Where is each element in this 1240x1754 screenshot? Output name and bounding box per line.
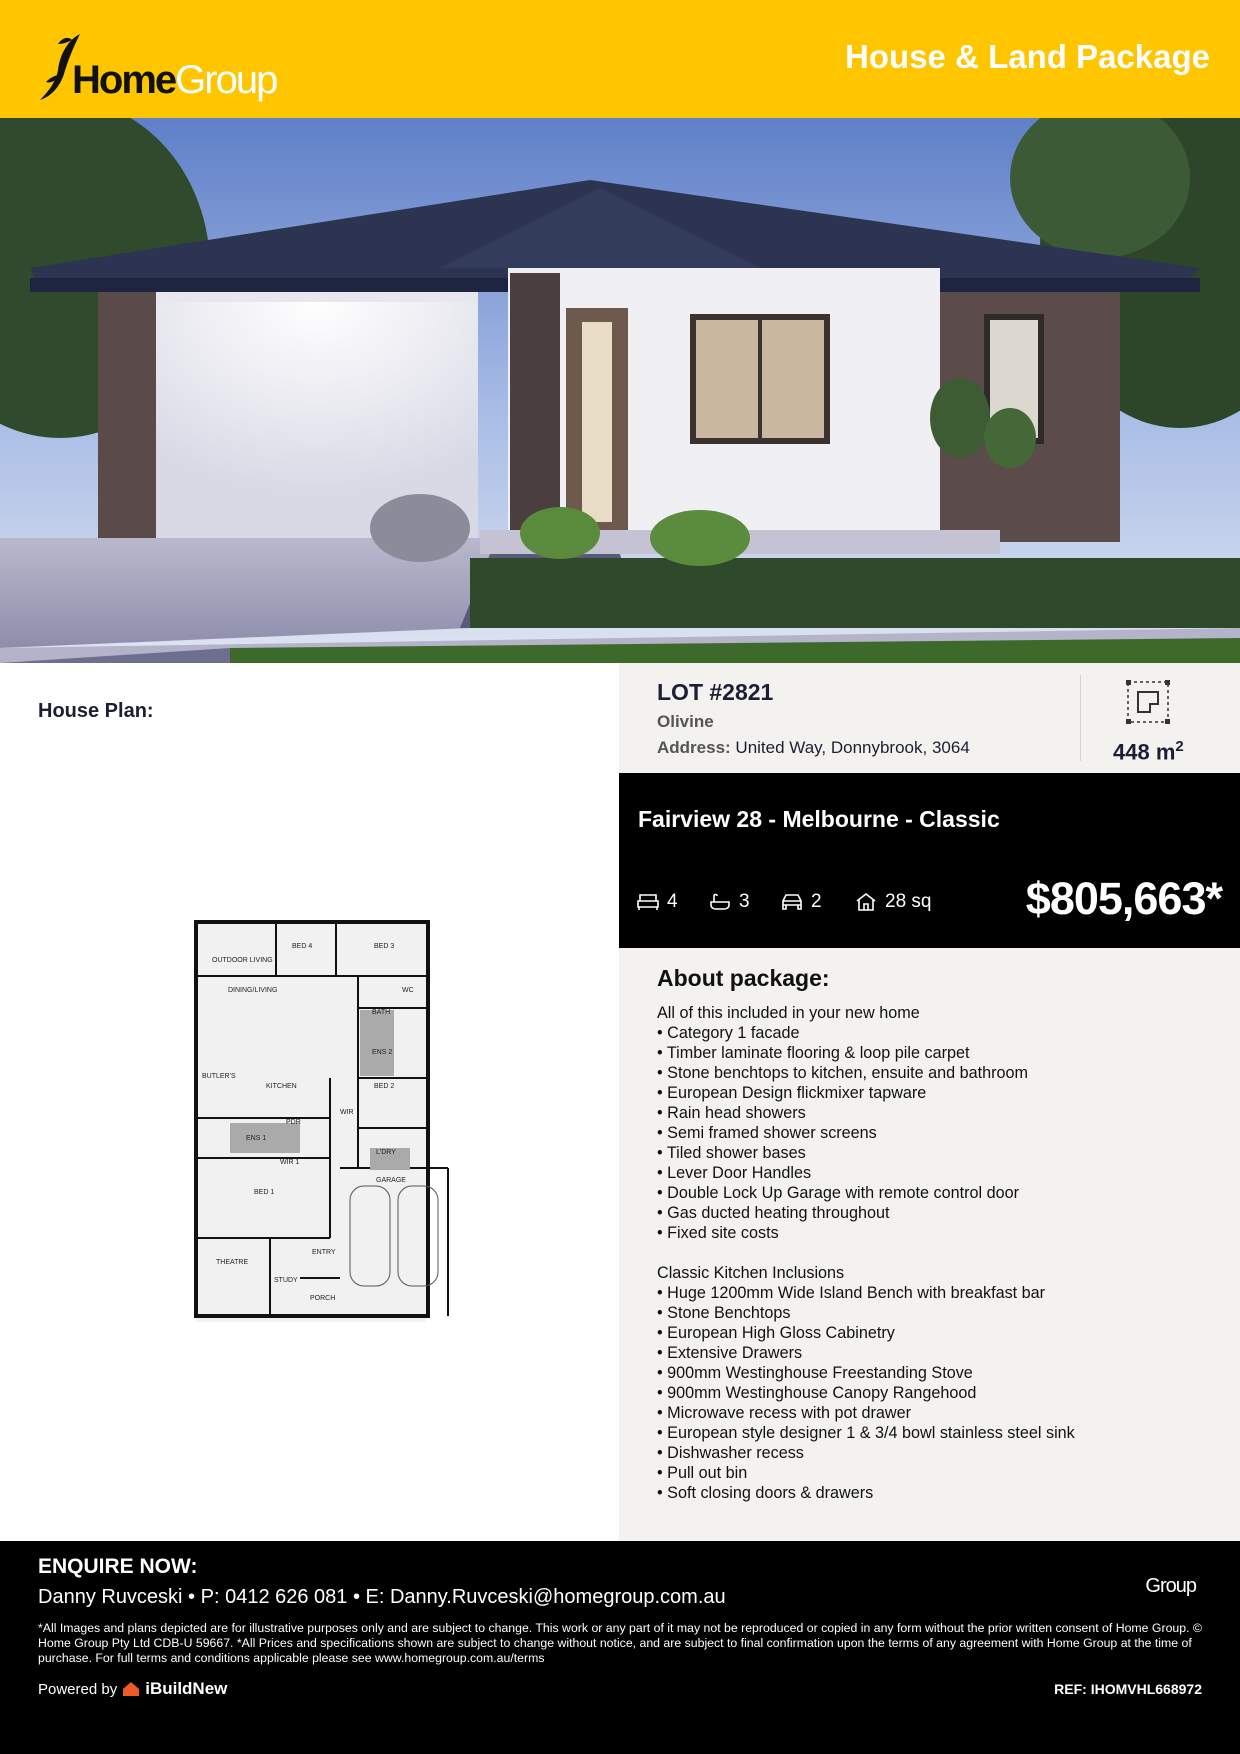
room-study-label: STUDY (274, 1277, 298, 1284)
baths-count: 3 (739, 891, 750, 912)
room-ens2-label: ENS 2 (372, 1049, 393, 1056)
feature-beds (637, 891, 678, 913)
room-dining-label: DINING/LIVING (228, 987, 278, 994)
room-wir-label: WIR (340, 1109, 354, 1116)
cars-count: 2 (811, 891, 822, 912)
inclusion-item: • Tiled shower bases (657, 1144, 806, 1162)
room-ldry-label: L'DRY (376, 1149, 396, 1156)
logo-wordmark (72, 58, 276, 103)
house-size-icon (855, 892, 877, 912)
about-title: About package: (657, 965, 830, 991)
design-name: Fairview 28 - Melbourne - Classic (638, 806, 1000, 832)
logo-home-text: Home (72, 58, 176, 102)
logo-group-text: Group (175, 58, 277, 102)
footer-group-logo: Group (1145, 1575, 1196, 1597)
land-size-value: 448 m (1113, 739, 1176, 765)
bath-icon (709, 892, 731, 912)
room-bed4-label: BED 4 (292, 943, 313, 950)
enquire-heading: ENQUIRE NOW: (38, 1555, 198, 1578)
room-ens1-label: ENS 1 (246, 1135, 267, 1142)
powered-by-label: Powered by (38, 1680, 118, 1698)
inclusion-item: • European style designer 1 & 3/4 bowl stainless steel sink (657, 1424, 1075, 1442)
agent-contact[interactable]: Danny Ruvceski • P: 0412 626 081 • E: Danny.Ruvceski@homegroup.com.au (38, 1586, 726, 1608)
inclusion-item: • Pull out bin (657, 1464, 748, 1482)
house-size: 28 sq (885, 891, 932, 912)
reference-code: REF: IHOMVHL668972 (1054, 1681, 1202, 1697)
inclusion-item: • 900mm Westinghouse Canopy Rangehood (657, 1384, 977, 1402)
inclusion-item: • Stone Benchtops (657, 1304, 791, 1322)
inclusion-item: • 900mm Westinghouse Freestanding Stove (657, 1364, 973, 1382)
room-garage-label: GARAGE (376, 1177, 406, 1184)
room-porch-label: PORCH (310, 1295, 336, 1302)
room-bed3-label: BED 3 (374, 943, 395, 950)
feature-baths (709, 891, 750, 913)
list-spacer (657, 1243, 1075, 1263)
address-label: Address: (657, 738, 731, 757)
header-title: House & Land Package (845, 38, 1210, 75)
car-icon (781, 892, 803, 912)
lot-divider (1080, 675, 1081, 761)
room-bed1-label: BED 1 (254, 1189, 275, 1196)
feature-size (855, 891, 931, 913)
lot-address (657, 738, 970, 758)
ibuildnew-brand: iBuildNew (145, 1679, 228, 1698)
inclusion-item: • Gas ducted heating throughout (657, 1204, 890, 1222)
inclusions-list (657, 1003, 1075, 1503)
package-price: $805,663* (1025, 873, 1222, 924)
header-bar (0, 0, 1240, 118)
inclusion-item: • Fixed site costs (657, 1224, 779, 1242)
inclusion-item: • Huge 1200mm Wide Island Bench with breakfast bar (657, 1284, 1046, 1302)
footer (0, 1541, 1240, 1754)
ibuildnew-house-icon (123, 1682, 139, 1696)
room-entry-label: ENTRY (312, 1249, 336, 1256)
inclusion-item: • Rain head showers (657, 1104, 806, 1122)
home-group-logo[interactable] (38, 30, 277, 106)
land-size-unit-sup: 2 (1175, 738, 1184, 755)
room-butlers-label: BUTLER'S (202, 1073, 236, 1080)
room-kitchen-label: KITCHEN (266, 1083, 297, 1090)
inclusion-item: • Timber laminate flooring & loop pile carpet (657, 1044, 970, 1062)
powered-by[interactable] (38, 1679, 227, 1699)
lot-number: LOT #2821 (657, 679, 774, 705)
inclusion-item: • Stone benchtops to kitchen, ensuite and bathroom (657, 1064, 1029, 1082)
inclusion-item: • Dishwasher recess (657, 1444, 804, 1462)
address-value: United Way, Donnybrook, 3064 (735, 738, 970, 757)
inclusion-item: • Soft closing doors & drawers (657, 1484, 874, 1502)
land-size-icon (1126, 680, 1170, 724)
room-wc-label: WC (402, 987, 414, 994)
room-pdr-label: PDR (286, 1119, 301, 1126)
about-package-panel (619, 948, 1240, 1541)
room-bed2-label: BED 2 (374, 1083, 395, 1090)
feature-cars (781, 891, 822, 913)
lot-info-panel (619, 663, 1240, 773)
land-size (1113, 738, 1184, 765)
package-summary-panel (619, 773, 1240, 948)
inclusion-item: • Category 1 facade (657, 1024, 800, 1042)
room-outdoor-label: OUTDOOR LIVING (212, 957, 273, 964)
estate-name: Olivine (657, 712, 714, 731)
inclusion-item: • Lever Door Handles (657, 1164, 812, 1182)
room-bath-label: BATH (372, 1009, 391, 1016)
inclusion-item: • European Design flickmixer tapware (657, 1084, 927, 1102)
beds-count: 4 (667, 891, 678, 912)
inclusion-item: All of this included in your new home (657, 1004, 920, 1022)
inclusion-item: • Microwave recess with pot drawer (657, 1404, 911, 1422)
inclusion-item: • Extensive Drawers (657, 1344, 803, 1362)
inclusion-item: Classic Kitchen Inclusions (657, 1264, 845, 1282)
inclusion-item: • Double Lock Up Garage with remote control door (657, 1184, 1019, 1202)
room-theatre-label: THEATRE (216, 1259, 249, 1266)
bed-icon (637, 892, 659, 912)
disclaimer-text: *All Images and plans depicted are for illustrative purposes only and are subject to change. This work or any part of it may not be reproduced or copied in any form without the prior written consent of Home Group. © Home Group Pty Ltd CDB-U 59667. *All Prices and specifications shown are subject to change without notice, and are subject to final confirmation upon the terms of any agreement with Home Group at the time of purchase. For full terms and conditions applicable please see www.homegroup.com.au/terms (38, 1621, 1202, 1665)
inclusion-item: • Semi framed shower screens (657, 1124, 877, 1142)
room-wir1-label: WIR 1 (280, 1159, 300, 1166)
floor-plan-drawing[interactable] (180, 918, 455, 1328)
inclusion-item: • European High Gloss Cabinetry (657, 1324, 895, 1342)
house-plan-label: House Plan: (38, 700, 154, 722)
house-facade-image (0, 118, 1240, 663)
